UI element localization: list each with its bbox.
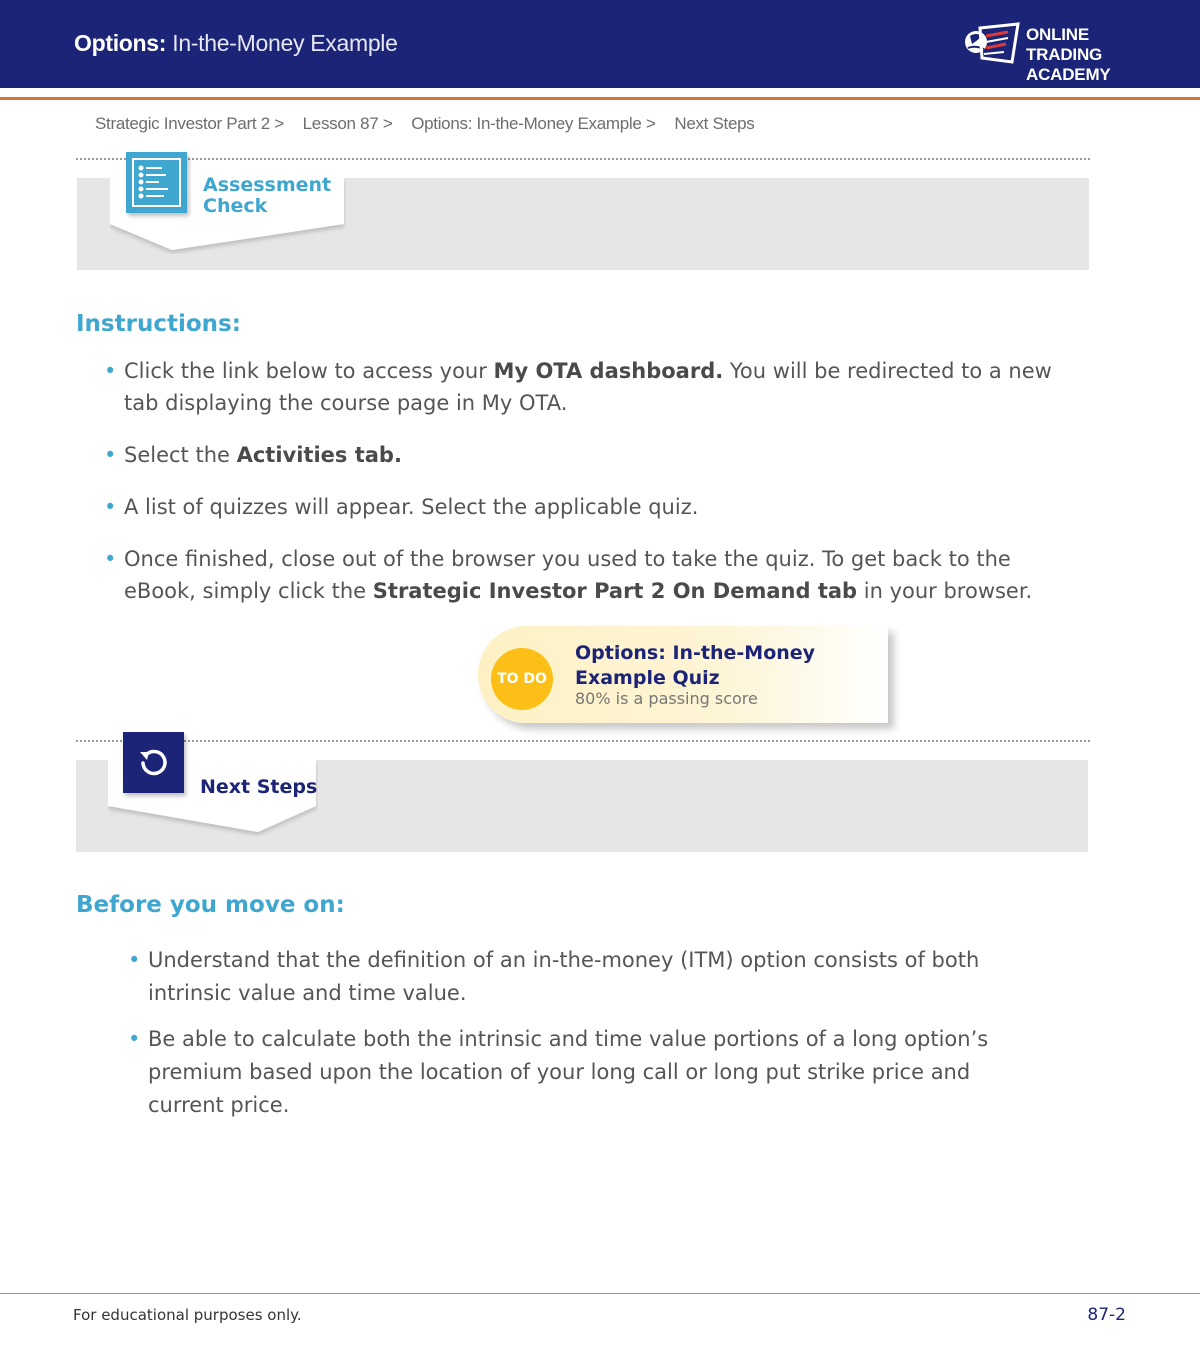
instructions-list bbox=[104, 355, 1074, 607]
footer-divider bbox=[0, 1293, 1200, 1294]
book-globe-icon bbox=[962, 22, 1022, 66]
page-header bbox=[0, 0, 1200, 88]
breadcrumb-item-topic[interactable]: Options: In-the-Money Example > bbox=[411, 114, 656, 133]
refresh-icon bbox=[123, 732, 184, 793]
bullet-icon: • bbox=[128, 948, 141, 972]
checklist-icon bbox=[126, 152, 187, 213]
before-move-on-heading: Before you move on: bbox=[76, 892, 345, 918]
assessment-label-line1: Assessment bbox=[203, 174, 332, 196]
dashboard-link[interactable]: My OTA dashboard. bbox=[493, 359, 724, 383]
bullet-icon: • bbox=[128, 1027, 141, 1051]
todo-badge: TO DO bbox=[491, 648, 553, 710]
before-move-on-list bbox=[128, 944, 1028, 1122]
ota-logo bbox=[962, 22, 1132, 84]
page-number: 87-2 bbox=[1087, 1305, 1126, 1325]
assessment-label bbox=[203, 175, 331, 217]
footer-disclaimer: For educational purposes only. bbox=[73, 1306, 302, 1324]
bullet-icon: • bbox=[104, 495, 117, 519]
instructions-heading: Instructions: bbox=[76, 311, 241, 337]
bullet-icon: • bbox=[104, 359, 117, 383]
breadcrumb-item-course[interactable]: Strategic Investor Part 2 > bbox=[95, 114, 284, 133]
breadcrumb-item-current: Next Steps bbox=[674, 114, 755, 133]
instruction-item: • Click the link below to access your My OTA dashboard. You will be redirected to a new tab displaying the course page in My OTA. bbox=[124, 355, 1074, 419]
section-divider bbox=[76, 740, 1090, 742]
bullet-icon: • bbox=[104, 443, 117, 467]
objective-item: • Be able to calculate both the intrinsic and time value portions of a long option’s premium based upon the location of your long call or long put strike price and current price. bbox=[148, 1023, 1028, 1122]
logo-line2: ACADEMY bbox=[1026, 65, 1111, 84]
page-title bbox=[74, 30, 398, 57]
page-title-text: In-the-Money Example bbox=[166, 30, 398, 56]
objective-item: • Understand that the definition of an in-the-money (ITM) option consists of both intrinsic value and time value. bbox=[148, 944, 1028, 1010]
assessment-label-line2: Check bbox=[203, 195, 268, 217]
breadcrumb-item-lesson[interactable]: Lesson 87 > bbox=[302, 114, 393, 133]
next-steps-label: Next Steps bbox=[200, 776, 318, 798]
logo-line1: ONLINE TRADING bbox=[1026, 25, 1103, 64]
quiz-title[interactable]: Options: In-the-Money Example Quiz bbox=[575, 642, 816, 689]
breadcrumb bbox=[95, 114, 769, 134]
instruction-item: • Once finished, close out of the browser you used to take the quiz. To get back to the eBook, simply click the Strategic Investor Part 2 On Demand tab in your browser. bbox=[124, 543, 1074, 607]
instruction-item: • A list of quizzes will appear. Select the applicable quiz. bbox=[124, 491, 1074, 523]
logo-text bbox=[1026, 25, 1132, 85]
instruction-item: • Select the Activities tab. bbox=[124, 439, 1074, 471]
section-divider bbox=[76, 158, 1090, 160]
header-gap bbox=[0, 88, 1200, 96]
page-title-prefix: Options: bbox=[74, 30, 167, 56]
header-divider bbox=[0, 97, 1200, 100]
bullet-icon: • bbox=[104, 547, 117, 571]
quiz-subtitle: 80% is a passing score bbox=[575, 689, 758, 708]
